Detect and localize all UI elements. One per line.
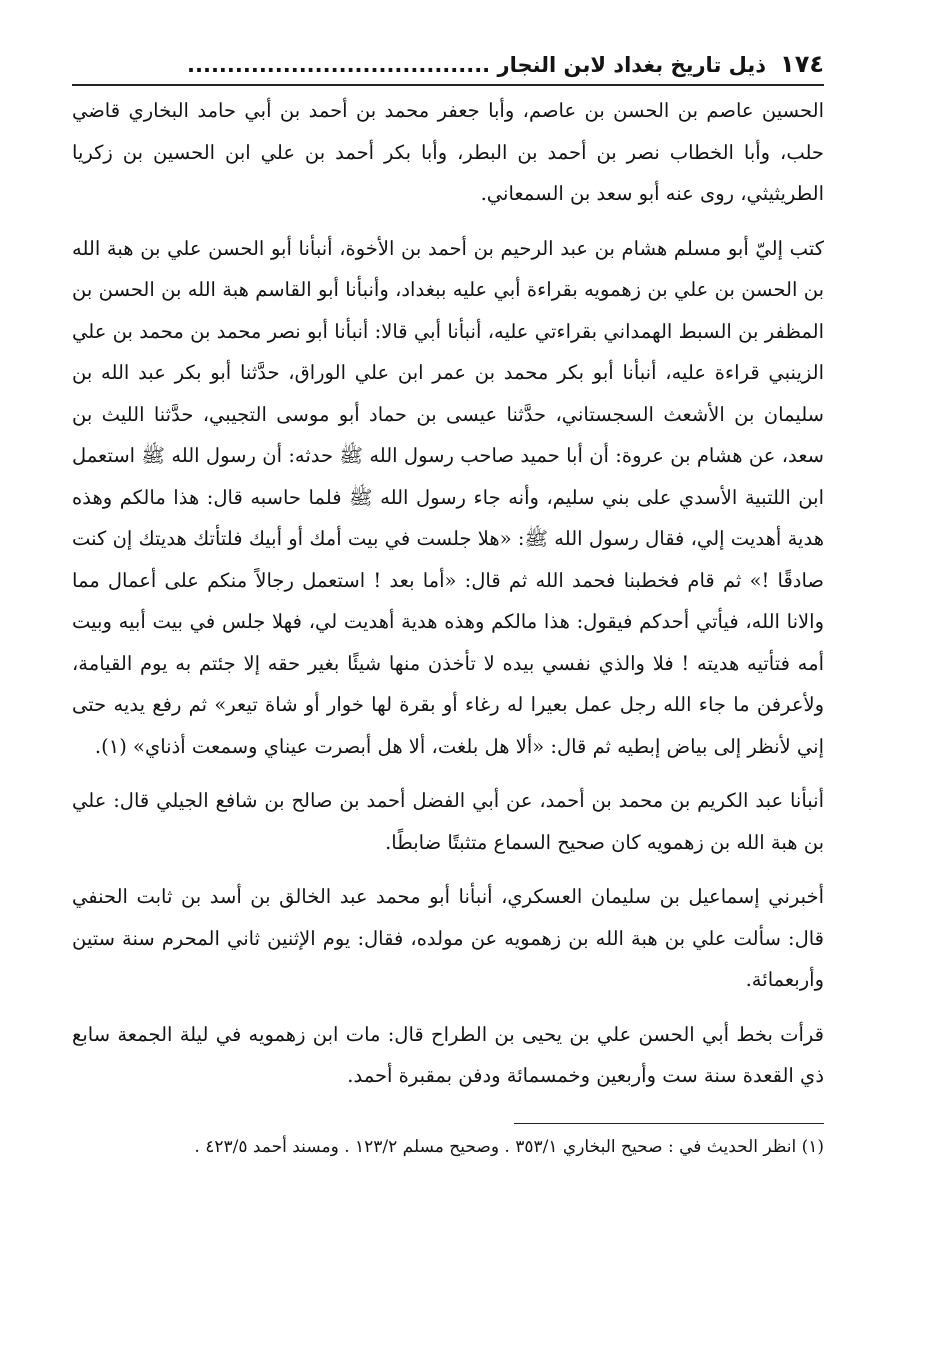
running-title xyxy=(72,45,766,85)
paragraph-3: أنبأنا عبد الكريم بن محمد بن أحمد، عن أبي الفضل أحمد بن صالح بن شافع الجيلي قال: علي بن هبة الله بن زهمويه كان صحيح السماع متثبتًا ضابطًا. xyxy=(72,789,824,854)
footnote-divider xyxy=(514,1123,824,1124)
document-page xyxy=(72,44,824,1162)
footnote: (١) انظر الحديث في : صحيح البخاري ٣٥٣/١ . وصحيح مسلم ١٢٣/٢ . ومسند أحمد ٤٢٣/٥ . xyxy=(194,1136,824,1157)
running-header xyxy=(72,44,824,86)
page-number: ١٧٤ xyxy=(780,50,824,78)
paragraph-2: كتب إليّ أبو مسلم هشام بن عبد الرحيم بن أحمد بن الأخوة، أنبأنا أبو الحسن علي بن هبة الله بن الحسن بن علي بن زهمويه بقراءة أبي عليه ببغداد، وأنبأنا أبو القاسم هبة الله بن الحسن بن المظفر بن السبط الهمداني بقراءتي عليه، أنبأنا أبي قالا: أنبأنا أبو نصر محمد بن محمد بن علي الزينبي قراءة عليه، أنبأنا أبو بكر محمد بن عمر ابن علي الوراق، حدَّثنا أبو بكر عبد الله بن سليمان بن الأشعث السجستاني، حدَّثنا عيسى بن حماد أبو موسى التجيبي، حدَّثنا الليث بن سعد، عن هشام بن عروة: أن أبا حميد صاحب رسول الله ﷺ حدثه: أن رسول الله ﷺ استعمل ابن اللتبية الأسدي على بني سليم، وأنه جاء رسول الله ﷺ فلما حاسبه قال: هذا مالكم وهذه هدية أهديت إلي، فقال رسول الله ﷺ: «هلا جلست في بيت أمك أو أبيك فلتأتك هديتك إن كنت صادقًا !» ثم قام فخطبنا فحمد الله ثم قال: «أما بعد ! استعمل رجالاً منكم على أعمال مما والانا الله، فيأتي أحدكم فيقول: هذا مالكم وهذه هدية أهديت لي، فهلا جلس في بيت أبيه وبيت أمه فتأتيه هديته ! فلا والذي نفسي بيده لا تأخذن منها شيئًا بغير حقه إلا جئتم به يوم القيامة، ولأعرفن ما جاء الله رجل عمل بعيرا له رغاء أو بقرة لها خوار أو شاة تيعر» ثم رفع يديه حتى إني لأنظر إلى بياض إبطيه ثم قال: «ألا هل بلغت، ألا هل أبصرت عيناي وسمعت أذناي» (١). xyxy=(72,236,824,758)
paragraph-4: أخبرني إسماعيل بن سليمان العسكري، أنبأنا أبو محمد عبد الخالق بن أسد بن ثابت الحنفي قال: سألت علي بن هبة الله بن زهمويه عن مولده، فقال: يوم الإثنين ثاني المحرم سنة ستين وأربعمائة. xyxy=(72,885,824,991)
running-title-text: ذيل تاريخ بغداد لابن النجار xyxy=(497,53,767,77)
paragraph-1: الحسين عاصم بن الحسن بن عاصم، وأبا جعفر محمد بن أحمد بن أبي حامد البخاري قاضي حلب، وأبا الخطاب نصر بن أحمد بن البطر، وأبا بكر أحمد بن علي ابن الحسين بن زكريا الطريثيثي، روى عنه أبو سعد بن السمعاني. xyxy=(72,99,824,205)
paragraph-5: قرأت بخط أبي الحسن علي بن يحيى بن الطراح قال: مات ابن زهمويه في ليلة الجمعة سابع ذي القعدة سنة ست وأربعين وخمسمائة ودفن بمقبرة أحمد. xyxy=(72,1022,824,1087)
leader-dots: ...................................... xyxy=(187,53,491,77)
